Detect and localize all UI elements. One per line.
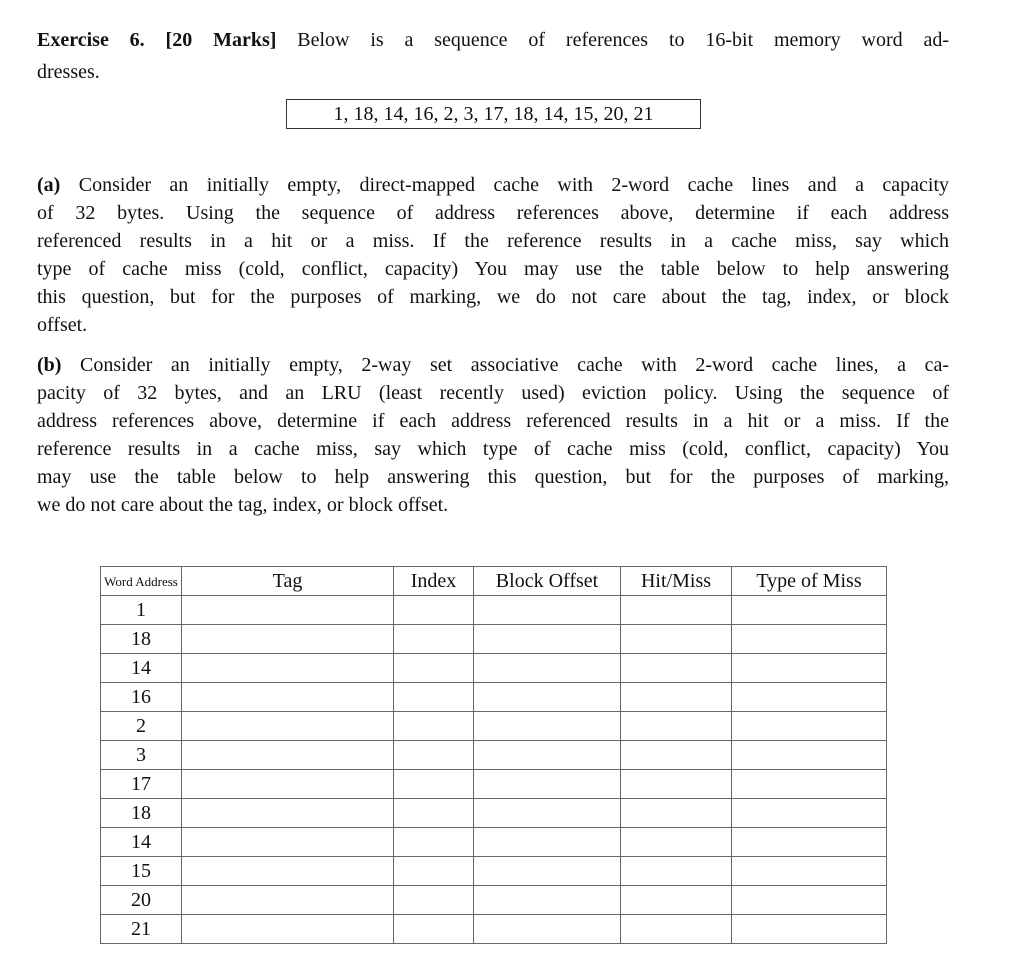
paragraph-line xyxy=(37,463,949,491)
index-cell[interactable] xyxy=(394,596,474,625)
block-offset-cell[interactable] xyxy=(474,654,621,683)
line-text: reference results in a cache miss, say which type of cache miss (cold, conflict, capacity) You xyxy=(37,438,949,460)
hit-miss-cell[interactable] xyxy=(621,712,732,741)
paragraph-line xyxy=(37,435,949,463)
block-offset-cell[interactable] xyxy=(474,828,621,857)
table-row xyxy=(101,654,887,683)
tag-cell[interactable] xyxy=(182,741,394,770)
type-of-miss-cell[interactable] xyxy=(732,770,887,799)
hit-miss-cell[interactable] xyxy=(621,654,732,683)
table-row xyxy=(101,857,887,886)
paragraph-line xyxy=(37,351,949,379)
type-of-miss-cell[interactable] xyxy=(732,741,887,770)
type-of-miss-cell[interactable] xyxy=(732,857,887,886)
header-block-offset: Block Offset xyxy=(474,567,621,596)
type-of-miss-cell[interactable] xyxy=(732,828,887,857)
index-cell[interactable] xyxy=(394,712,474,741)
table-row xyxy=(101,915,887,944)
type-of-miss-cell[interactable] xyxy=(732,625,887,654)
part-label: (a) xyxy=(37,174,61,196)
line-text: this question, but for the purposes of marking, we do not care about the tag, index, or block xyxy=(37,286,949,308)
paragraph-line xyxy=(37,199,949,227)
line-text: offset. xyxy=(37,314,88,336)
header-tag: Tag xyxy=(182,567,394,596)
block-offset-cell[interactable] xyxy=(474,741,621,770)
paragraph-line xyxy=(37,171,949,199)
table-header-row xyxy=(101,567,887,596)
paragraph-line xyxy=(37,311,949,339)
tag-cell[interactable] xyxy=(182,712,394,741)
paragraph-line xyxy=(37,227,949,255)
tag-cell[interactable] xyxy=(182,886,394,915)
table-row xyxy=(101,886,887,915)
word-address-cell: 14 xyxy=(101,654,182,683)
paragraph-line xyxy=(37,407,949,435)
block-offset-cell[interactable] xyxy=(474,886,621,915)
type-of-miss-cell[interactable] xyxy=(732,596,887,625)
table-row xyxy=(101,741,887,770)
table-row xyxy=(101,799,887,828)
hit-miss-cell[interactable] xyxy=(621,770,732,799)
index-cell[interactable] xyxy=(394,857,474,886)
exercise-number: Exercise 6. xyxy=(37,29,145,51)
line-text: Consider an initially empty, direct-mapped cache with 2-word cache lines and a capacity xyxy=(78,174,949,196)
type-of-miss-cell[interactable] xyxy=(732,683,887,712)
tag-cell[interactable] xyxy=(182,770,394,799)
intro-text-cont: dresses. xyxy=(37,61,100,83)
table-row xyxy=(101,770,887,799)
hit-miss-cell[interactable] xyxy=(621,741,732,770)
tag-cell[interactable] xyxy=(182,799,394,828)
index-cell[interactable] xyxy=(394,770,474,799)
line-text: we do not care about the tag, index, or block offset. xyxy=(37,494,449,516)
block-offset-cell[interactable] xyxy=(474,857,621,886)
exercise-heading xyxy=(37,26,949,54)
header-word-address: Word Address xyxy=(101,567,182,596)
block-offset-cell[interactable] xyxy=(474,770,621,799)
type-of-miss-cell[interactable] xyxy=(732,654,887,683)
header-index: Index xyxy=(394,567,474,596)
hit-miss-cell[interactable] xyxy=(621,625,732,654)
block-offset-cell[interactable] xyxy=(474,915,621,944)
exercise-marks: [20 Marks] xyxy=(165,29,277,51)
line-text: referenced results in a hit or a miss. If the reference results in a cache miss, say which xyxy=(37,230,949,252)
type-of-miss-cell[interactable] xyxy=(732,886,887,915)
table-row xyxy=(101,828,887,857)
header-type-of-miss: Type of Miss xyxy=(732,567,887,596)
table-row xyxy=(101,596,887,625)
paragraph-line xyxy=(37,379,949,407)
type-of-miss-cell[interactable] xyxy=(732,915,887,944)
index-cell[interactable] xyxy=(394,915,474,944)
line-text: pacity of 32 bytes, and an LRU (least recently used) eviction policy. Using the sequence of xyxy=(37,382,949,404)
word-address-cell: 16 xyxy=(101,683,182,712)
word-address-cell: 21 xyxy=(101,915,182,944)
table-row xyxy=(101,625,887,654)
word-address-cell: 14 xyxy=(101,828,182,857)
line-text: of 32 bytes. Using the sequence of address references above, determine if each address xyxy=(37,202,949,224)
line-text: may use the table below to help answering this question, but for the purposes of marking, xyxy=(37,466,949,488)
word-address-cell: 15 xyxy=(101,857,182,886)
header-hit-miss: Hit/Miss xyxy=(621,567,732,596)
type-of-miss-cell[interactable] xyxy=(732,799,887,828)
line-text: type of cache miss (cold, conflict, capacity) You may use the table below to help answering xyxy=(37,258,949,280)
tag-cell[interactable] xyxy=(182,596,394,625)
word-address-cell: 1 xyxy=(101,596,182,625)
word-address-cell: 18 xyxy=(101,799,182,828)
index-cell[interactable] xyxy=(394,654,474,683)
line-text: Consider an initially empty, 2-way set associative cache with 2-word cache lines, a ca- xyxy=(80,354,950,376)
tag-cell[interactable] xyxy=(182,857,394,886)
block-offset-cell[interactable] xyxy=(474,625,621,654)
tag-cell[interactable] xyxy=(182,625,394,654)
word-address-cell: 2 xyxy=(101,712,182,741)
word-address-cell: 20 xyxy=(101,886,182,915)
index-cell[interactable] xyxy=(394,625,474,654)
tag-cell[interactable] xyxy=(182,683,394,712)
block-offset-cell[interactable] xyxy=(474,683,621,712)
table-row xyxy=(101,683,887,712)
paragraph-line xyxy=(37,491,949,519)
index-cell[interactable] xyxy=(394,799,474,828)
index-cell[interactable] xyxy=(394,741,474,770)
part-label: (b) xyxy=(37,354,62,376)
answer-table xyxy=(100,566,887,944)
hit-miss-cell[interactable] xyxy=(621,828,732,857)
block-offset-cell[interactable] xyxy=(474,799,621,828)
index-cell[interactable] xyxy=(394,828,474,857)
hit-miss-cell[interactable] xyxy=(621,886,732,915)
table-row xyxy=(101,712,887,741)
paragraph-line xyxy=(37,255,949,283)
hit-miss-cell[interactable] xyxy=(621,857,732,886)
intro-text: Below is a sequence of references to 16-bit memory word ad- xyxy=(297,29,949,51)
tag-cell[interactable] xyxy=(182,654,394,683)
tag-cell[interactable] xyxy=(182,828,394,857)
index-cell[interactable] xyxy=(394,683,474,712)
word-address-cell: 17 xyxy=(101,770,182,799)
word-address-cell: 18 xyxy=(101,625,182,654)
hit-miss-cell[interactable] xyxy=(621,683,732,712)
index-cell[interactable] xyxy=(394,886,474,915)
hit-miss-cell[interactable] xyxy=(621,596,732,625)
paragraph-line xyxy=(37,283,949,311)
block-offset-cell[interactable] xyxy=(474,596,621,625)
hit-miss-cell[interactable] xyxy=(621,799,732,828)
hit-miss-cell[interactable] xyxy=(621,915,732,944)
word-address-cell: 3 xyxy=(101,741,182,770)
block-offset-cell[interactable] xyxy=(474,712,621,741)
line-text: address references above, determine if each address referenced results in a hit or a miss. If the xyxy=(37,410,949,432)
tag-cell[interactable] xyxy=(182,915,394,944)
address-sequence-box: 1, 18, 14, 16, 2, 3, 17, 18, 14, 15, 20, 21 xyxy=(286,99,701,129)
type-of-miss-cell[interactable] xyxy=(732,712,887,741)
